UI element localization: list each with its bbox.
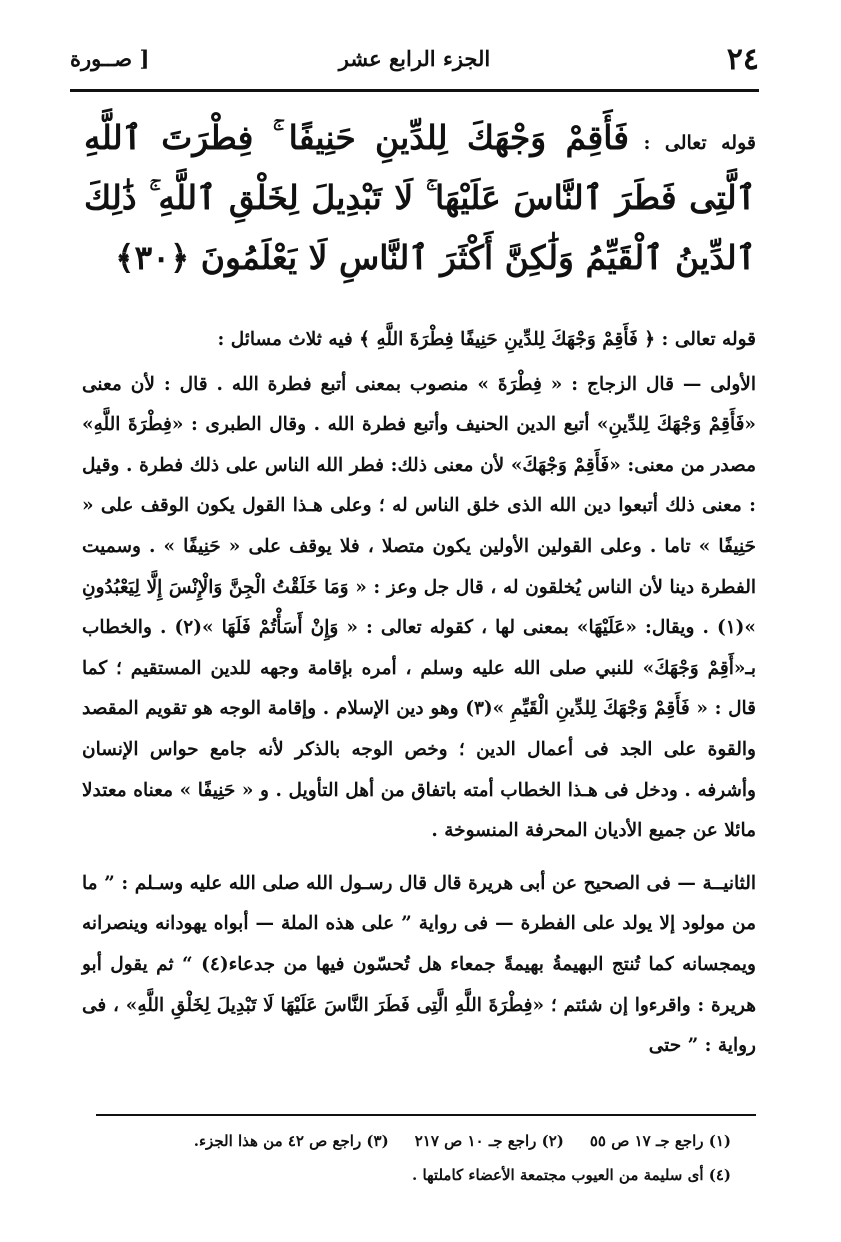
- page-header: [70, 38, 759, 88]
- footnote-3: (٣) راجع ص ٤٢ من هذا الجزء.: [193, 1132, 389, 1150]
- surah-label: [ صــورة: [70, 46, 150, 71]
- header-divider: [70, 89, 759, 92]
- verse-intro: قوله تعالى :: [629, 132, 756, 154]
- footnote-2: (٢) راجع جـ ١٠ ص ٢١٧: [414, 1132, 564, 1150]
- verse-text: فَأَقِمْ وَجْهَكَ لِلدِّينِ حَنِيفًا ۚ فِطْرَتَ ٱللَّهِ ٱلَّتِى فَطَرَ ٱلنَّاسَ عَلَيْهَا ۚ لَا تَبْدِيلَ لِخَلْقِ ٱللَّهِ ۚ ذَٰلِكَ ٱلدِّينُ ٱلْقَيِّمُ وَلَٰكِنَّ أَكْثَرَ ٱلنَّاسِ لَا يَعْلَمُونَ ﴿٣٠﴾: [84, 118, 756, 277]
- section-first-issue: الأولى — قال الزجاج : « فِطْرَةَ » منصوب بمعنى أتبع فطرة الله . قال : لأن معنى «فَأَقِمْ وَجْهَكَ لِلدِّينِ» أتبع الدين الحنيف وأتبع فطرة الله . وقال الطبرى : «فِطْرَةَ اللَّهِ» مصدر من معنى: «فَأَقِمْ وَجْهَكَ» لأن معنى ذلك: فطر الله الناس على ذلك فطرة . وقيل : معنى ذلك أتبعوا دين الله الذى خلق الناس له ؛ وعلى هـذا القول يكون الوقف على « حَنِيفًا » تاما . وعلى القولين الأولين يكون متصلا ، فلا يوقف على « حَنِيفًا » . وسميت الفطرة دينا لأن الناس يُخلقون له ، قال جل وعز : « وَمَا خَلَقْتُ الْجِنَّ وَالْإِنْسَ إِلَّا لِيَعْبُدُونِ »(١) . ويقال: «عَلَيْهَا» بمعنى لها ، كقوله تعالى : « وَإِنْ أَسَأْتُمْ فَلَهَا »(٢) . والخطاب بـ«أَقِمْ وَجْهَكَ» للنبي صلى الله عليه وسلم ، أمره بإقامة وجهه للدين المستقيم ؛ كما قال : « فَأَقِمْ وَجْهَكَ لِلدِّينِ الْقَيِّمِ »(٣) وهو دين الإسلام . وإقامة الوجه هو تقويم المقصد والقوة على الجد فى أعمال الدين ؛ وخص الوجه بالذكر لأنه جامع حواس الإنسان وأشرفه . ودخل فى هـذا الخطاب أمته باتفاق من أهل التأويل . و « حَنِيفًا » معناه معتدلا مائلا عن جميع الأديان المحرفة المنسوخة .: [82, 373, 756, 842]
- page-number: ٢٤: [726, 42, 759, 77]
- section-second-issue: الثانيــة — فى الصحيح عن أبى هريرة قال قال رسـول الله صلى الله عليه وسـلم : ” ما من مولود إلا يولد على الفطرة — فى رواية ” على هذه الملة — أبواه يهودانه وينصرانه ويمجسانه كما تُنتج البهيمةُ بهيمةً جمعاء هل تُحسّون فيها من جدعاء(٤) “ ثم يقول أبو هريرة : واقرءوا إن شئتم ؛ «فِطْرَةَ اللَّهِ الَّتِى فَطَرَ النَّاسَ عَلَيْهَا لَا تَبْدِيلَ لِخَلْقِ اللَّهِ» ، فى رواية : ” حتى: [82, 872, 756, 1057]
- footnotes: [95, 1124, 731, 1192]
- footnote-divider: [96, 1114, 756, 1116]
- commentary-body: [82, 320, 756, 1067]
- footnote-4: (٤) أى سليمة من العيوب مجتمعة الأعضاء كاملتها .: [412, 1166, 731, 1184]
- footnote-line-2: [95, 1158, 731, 1192]
- footnote-line-1: [95, 1124, 731, 1158]
- part-title: الجزء الرابع عشر: [338, 46, 491, 71]
- quran-verse-block: [84, 108, 756, 288]
- footnote-1: (١) راجع جـ ١٧ ص ٥٥: [589, 1132, 731, 1150]
- commentary-heading: قوله تعالى : ﴿ فَأَقِمْ وَجْهَكَ لِلدِّينِ حَنِيفًا فِطْرَةَ اللَّهِ ﴾ فيه ثلاث مسائل :: [217, 329, 756, 350]
